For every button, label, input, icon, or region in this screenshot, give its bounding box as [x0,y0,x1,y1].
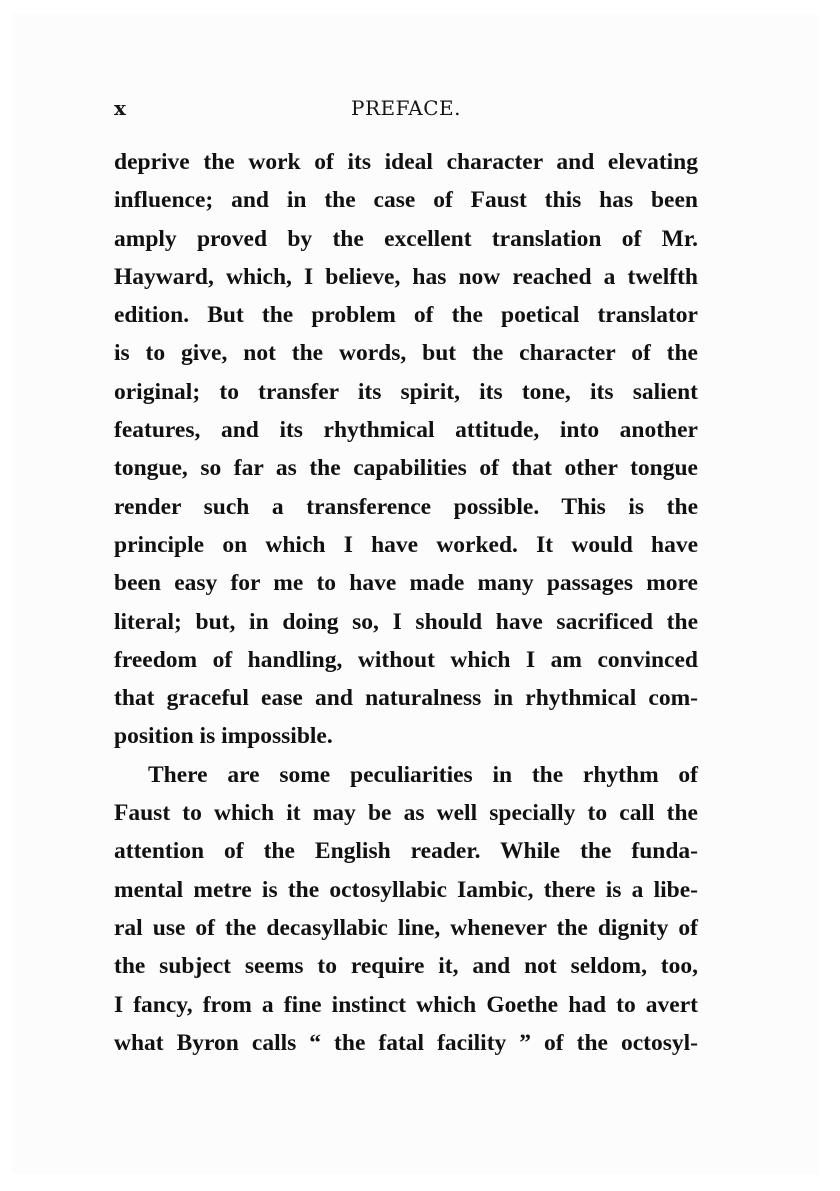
text-line: is to give, not the words, but the character of the [114,340,698,367]
text-line: influence; and in the case of Faust this has been [114,187,698,214]
text-line: attention of the English reader. While the funda- [114,838,698,865]
text-line: original; to transfer its spirit, its tone, its salient [114,378,698,405]
text-line: been easy for me to have made many passages more [114,570,698,597]
text-line: position is impossible. [114,723,333,750]
page-number: x [114,96,126,120]
text-line: the subject seems to require it, and not seldom, too, [114,953,698,980]
text-line: Hayward, which, I believe, has now reached a twelfth [114,263,698,290]
text-line: ral use of the decasyllabic line, whenever the dignity of [114,914,698,941]
body-text [114,143,698,1062]
text-line: Faust to which it may be as well specially to call the [114,800,698,827]
text-line: deprive the work of its ideal character and elevating [114,149,698,175]
text-line: There are some peculiarities in the rhythm of [148,761,698,788]
page-header [114,96,698,126]
text-line: tongue, so far as the capabilities of that other tongue [114,455,698,482]
running-head: PREFACE. [351,96,461,120]
text-line: what Byron calls “ the fatal facility ” of the octosyl- [114,1029,698,1056]
text-line: features, and its rhythmical attitude, into another [114,417,698,444]
paragraph [114,756,698,1062]
text-line: edition. But the problem of the poetical translator [114,302,698,329]
paragraph [114,143,698,756]
text-line: literal; but, in doing so, I should have sacrificed the [114,608,698,635]
text-line: freedom of handling, without which I am convinced [114,646,698,673]
text-line: mental metre is the octosyllabic Iambic, there is a libe- [114,876,698,903]
text-line: render such a transference possible. This is the [114,493,698,520]
text-line: principle on which I have worked. It would have [114,531,698,558]
text-line: amply proved by the excellent translation of Mr. [114,225,698,252]
text-line: that graceful ease and naturalness in rhythmical com- [114,685,698,712]
text-line: I fancy, from a fine instinct which Goethe had to avert [114,991,698,1018]
